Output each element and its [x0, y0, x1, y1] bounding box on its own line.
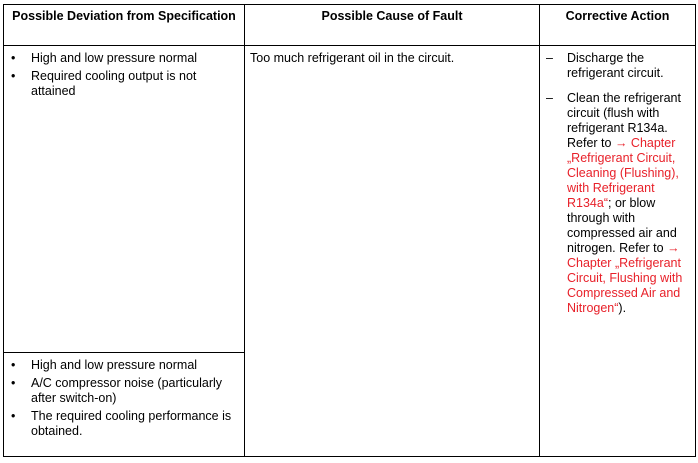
header-deviation: Possible Deviation from Specification: [4, 5, 245, 46]
action-text: Clean the refrigerant circuit (flush with refrigerant R134a. Refer to: [567, 91, 681, 150]
action-step-clean: [546, 91, 691, 316]
list-item: • High and low pressure normal: [10, 358, 238, 373]
list-item: • High and low pressure normal: [10, 51, 238, 66]
chapter-link-flushing[interactable]: → Chapter „Refrigerant Circuit, Flushing with Compressed Air and Nitrogen“: [567, 241, 683, 315]
chapter-link-cleaning[interactable]: → Chapter „Refrigerant Circuit, Cleaning (Flushing), with Refrigerant R134a“: [567, 136, 679, 210]
header-cause: Possible Cause of Fault: [245, 5, 540, 46]
cause-cell: Too much refrigerant oil in the circuit.: [245, 46, 540, 457]
deviation-cell-1: [4, 46, 245, 353]
deviation-cell-2: [4, 353, 245, 457]
list-item: • A/C compressor noise (particularly after switch-on): [10, 376, 238, 406]
header-row: [4, 5, 696, 46]
fault-diagnosis-table: [3, 4, 696, 457]
deviation-list-1: [4, 46, 244, 99]
header-action: Corrective Action: [540, 5, 696, 46]
list-item: • The required cooling performance is obtained.: [10, 409, 238, 439]
list-item: • Required cooling output is not attained: [10, 69, 238, 99]
action-step-discharge: – Discharge the refrigerant circuit.: [546, 51, 691, 81]
action-text: ).: [618, 301, 627, 315]
action-cell: [540, 46, 696, 457]
action-list: [540, 46, 695, 316]
table-row: [4, 46, 696, 353]
deviation-list-2: [4, 353, 244, 439]
action-text: ; or blow through with compressed air and nitrogen. Refer to: [567, 196, 677, 255]
